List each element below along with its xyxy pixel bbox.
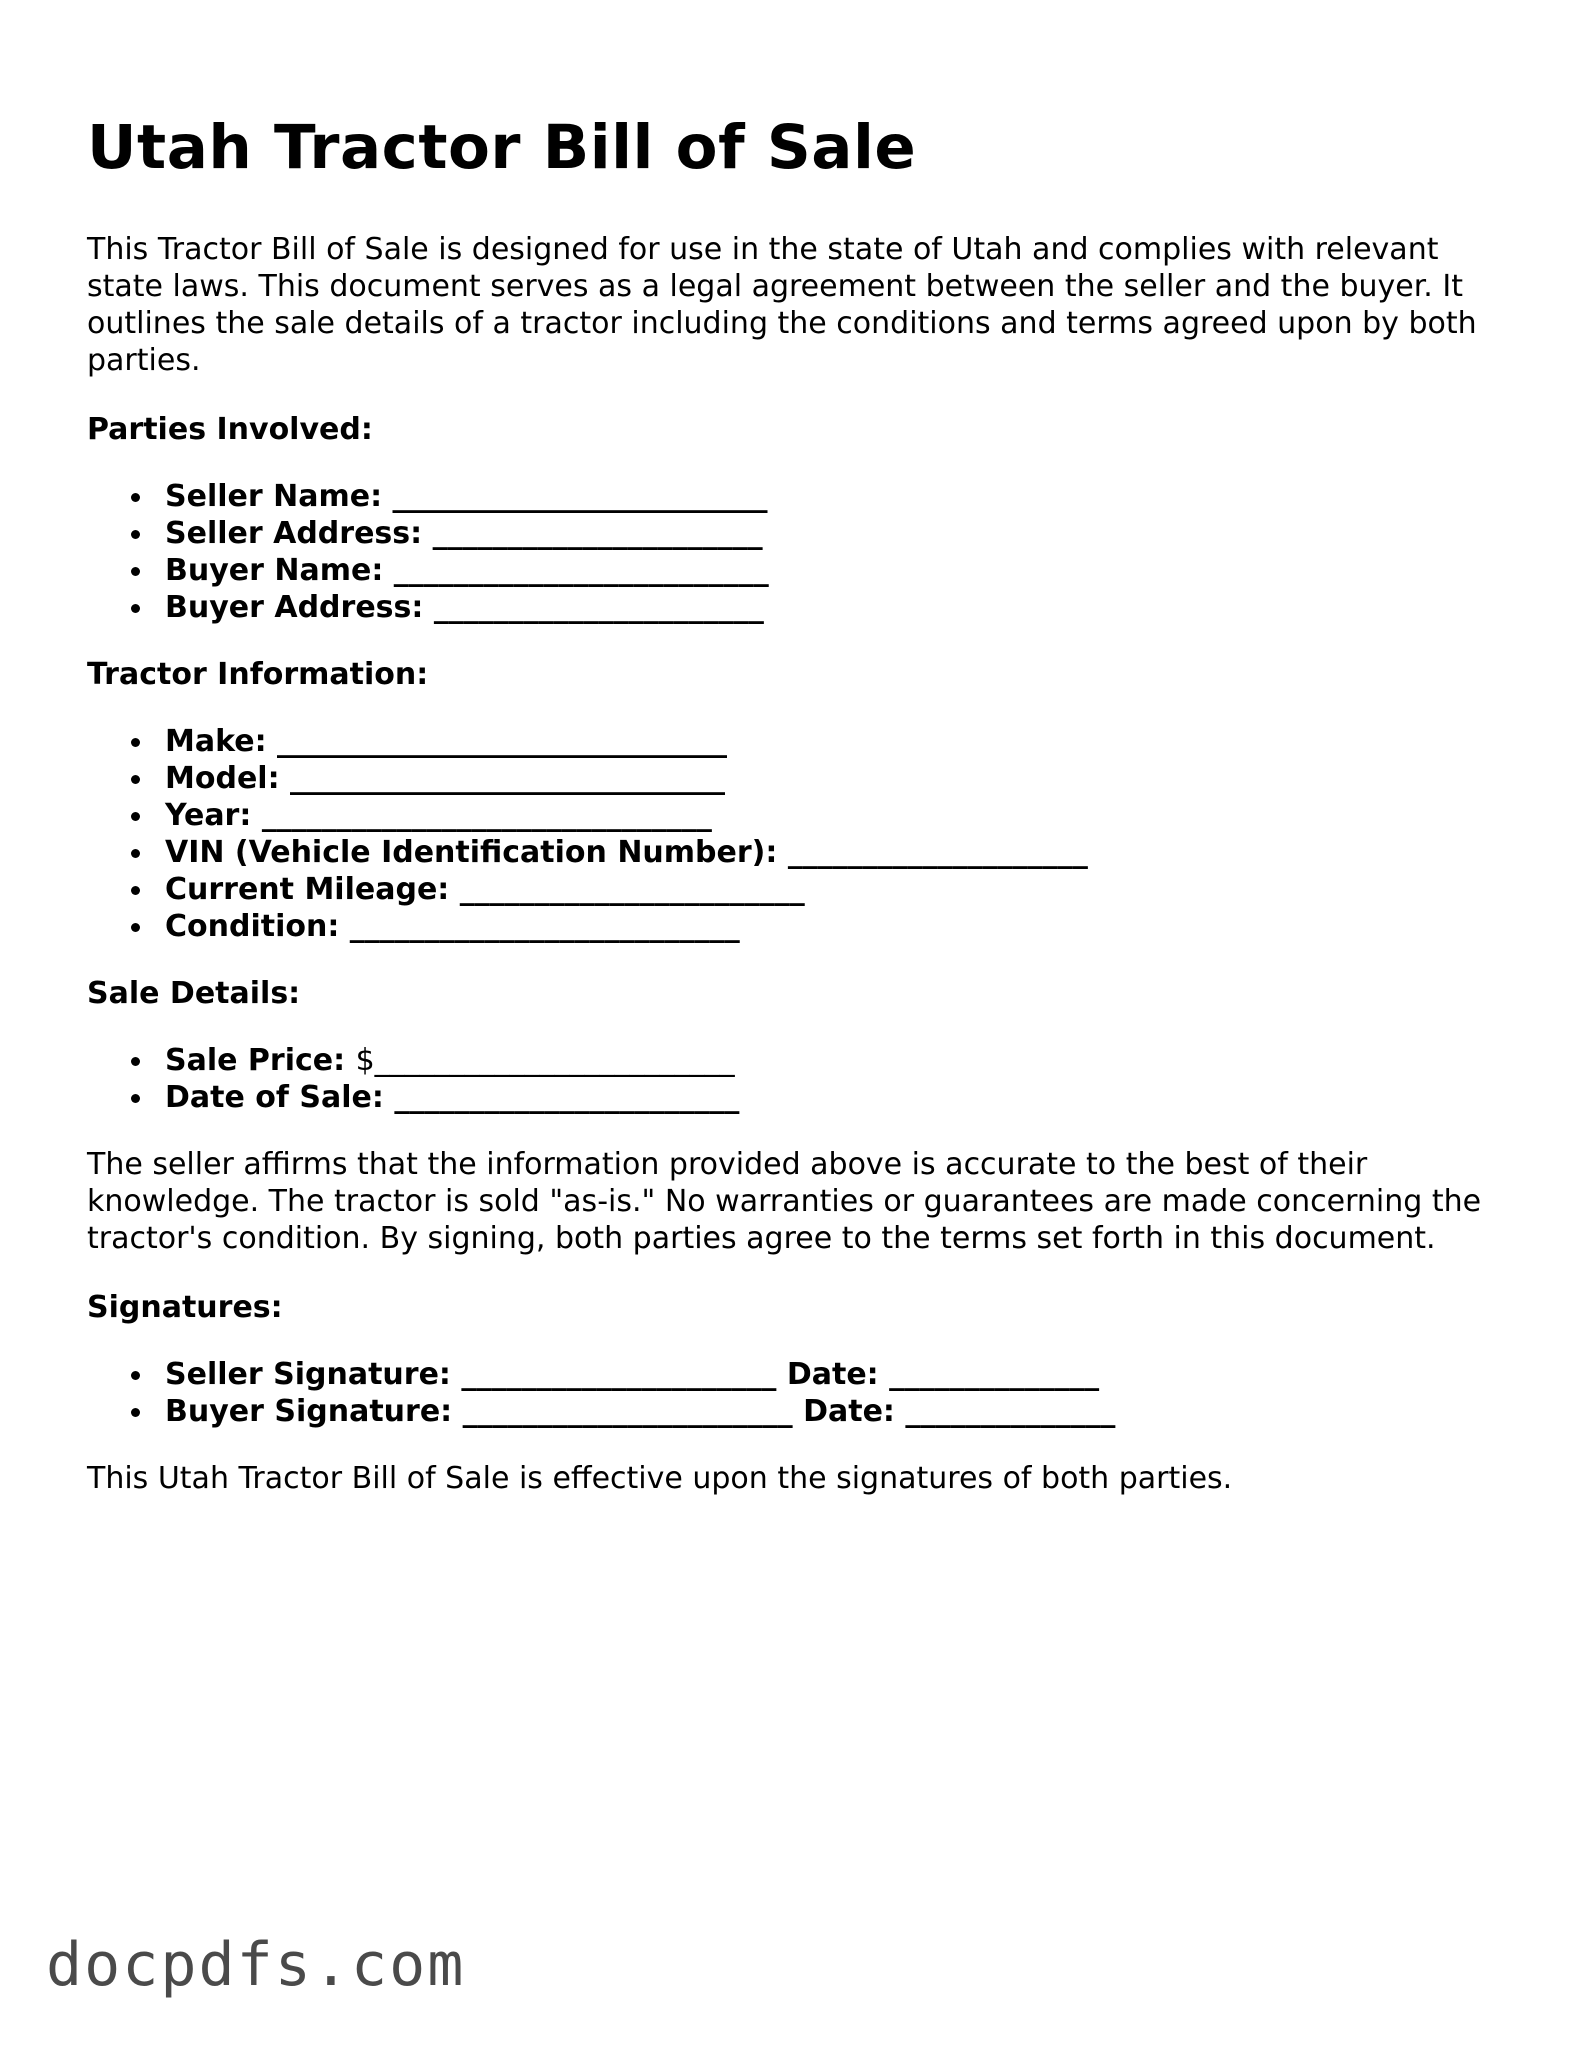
blank-line[interactable]: ______________________________ bbox=[277, 724, 728, 759]
sale-list bbox=[87, 1042, 1507, 1116]
bullet-icon bbox=[131, 1408, 140, 1417]
bullet-icon bbox=[131, 812, 140, 821]
bullet-icon bbox=[131, 493, 140, 502]
bullet-icon bbox=[131, 738, 140, 747]
bullet-icon bbox=[131, 530, 140, 539]
blank-line[interactable]: ____________________ bbox=[787, 835, 1088, 870]
blank-line[interactable]: _________________________ bbox=[392, 479, 768, 514]
blank-line[interactable]: _____________________ bbox=[461, 1357, 777, 1392]
bullet-icon bbox=[131, 1094, 140, 1103]
document-title: Utah Tractor Bill of Sale bbox=[87, 112, 917, 183]
dollar-sign: $ bbox=[355, 1043, 375, 1078]
model-field: Model: _____________________________ bbox=[131, 760, 1507, 797]
tractor-heading: Tractor Information: bbox=[87, 657, 429, 692]
closing-paragraph: This Utah Tractor Bill of Sale is effective upon the signatures of both parties. bbox=[87, 1461, 1233, 1496]
parties-heading: Parties Involved: bbox=[87, 412, 373, 447]
blank-line[interactable]: ______________________ bbox=[432, 516, 763, 551]
bullet-icon bbox=[131, 775, 140, 784]
bullet-icon bbox=[131, 886, 140, 895]
parties-list bbox=[87, 478, 1507, 626]
bullet-icon bbox=[131, 567, 140, 576]
bullet-icon bbox=[131, 849, 140, 858]
intro-paragraph: This Tractor Bill of Sale is designed for use in the state of Utah and complies with relevant state laws. This document serves as a legal agreement between the seller and the buyer. It outlines the sale details of a tractor including the conditions and terms agreed upon by both parties. bbox=[87, 232, 1477, 378]
blank-line[interactable]: ________________________ bbox=[374, 1043, 735, 1078]
blank-line[interactable]: __________________________ bbox=[349, 909, 740, 944]
vin-field: VIN (Vehicle Identification Number): ____________________ bbox=[131, 834, 1507, 871]
watermark: docpdfs.com bbox=[46, 1930, 466, 2000]
bullet-icon bbox=[131, 604, 140, 613]
seller-name-field: Seller Name: _________________________ bbox=[131, 478, 1507, 515]
mileage-field: Current Mileage: _______________________ bbox=[131, 871, 1507, 908]
make-field: Make: ______________________________ bbox=[131, 723, 1507, 760]
signatures-heading: Signatures: bbox=[87, 1290, 283, 1325]
blank-line[interactable]: ______________________ bbox=[433, 590, 764, 625]
bullet-icon bbox=[131, 1057, 140, 1066]
year-field: Year: ______________________________ bbox=[131, 797, 1507, 834]
blank-line[interactable]: ______________ bbox=[889, 1357, 1100, 1392]
sale-heading: Sale Details: bbox=[87, 976, 301, 1011]
sale-price-field: Sale Price: $________________________ bbox=[131, 1042, 1507, 1079]
blank-line[interactable]: ______________________________ bbox=[261, 798, 712, 833]
blank-line[interactable]: _______________________ bbox=[394, 1080, 740, 1115]
date-of-sale-field: Date of Sale: _______________________ bbox=[131, 1079, 1507, 1116]
document-page bbox=[87, 108, 1507, 1497]
signatures-list bbox=[87, 1356, 1507, 1430]
condition-field: Condition: __________________________ bbox=[131, 908, 1507, 945]
bullet-icon bbox=[131, 923, 140, 932]
blank-line[interactable]: ______________ bbox=[905, 1394, 1116, 1429]
affirmation-paragraph: The seller affirms that the information provided above is accurate to the best of their knowledge. The tractor is sold "as-is." No warranties or guarantees are made concerning the tractor's condition. By signing, both parties agree to the terms set forth in this document. bbox=[87, 1147, 1482, 1256]
buyer-signature-field: Buyer Signature: ______________________ Date: ______________ bbox=[131, 1393, 1507, 1430]
tractor-list bbox=[87, 723, 1507, 945]
bullet-icon bbox=[131, 1371, 140, 1380]
buyer-name-field: Buyer Name: _________________________ bbox=[131, 552, 1507, 589]
blank-line[interactable]: ______________________ bbox=[462, 1394, 793, 1429]
blank-line[interactable]: _______________________ bbox=[459, 872, 805, 907]
buyer-address-field: Buyer Address: ______________________ bbox=[131, 589, 1507, 626]
seller-signature-field: Seller Signature: _____________________ Date: ______________ bbox=[131, 1356, 1507, 1393]
blank-line[interactable]: _____________________________ bbox=[290, 761, 726, 796]
blank-line[interactable]: _________________________ bbox=[393, 553, 769, 588]
seller-address-field: Seller Address: ______________________ bbox=[131, 515, 1507, 552]
